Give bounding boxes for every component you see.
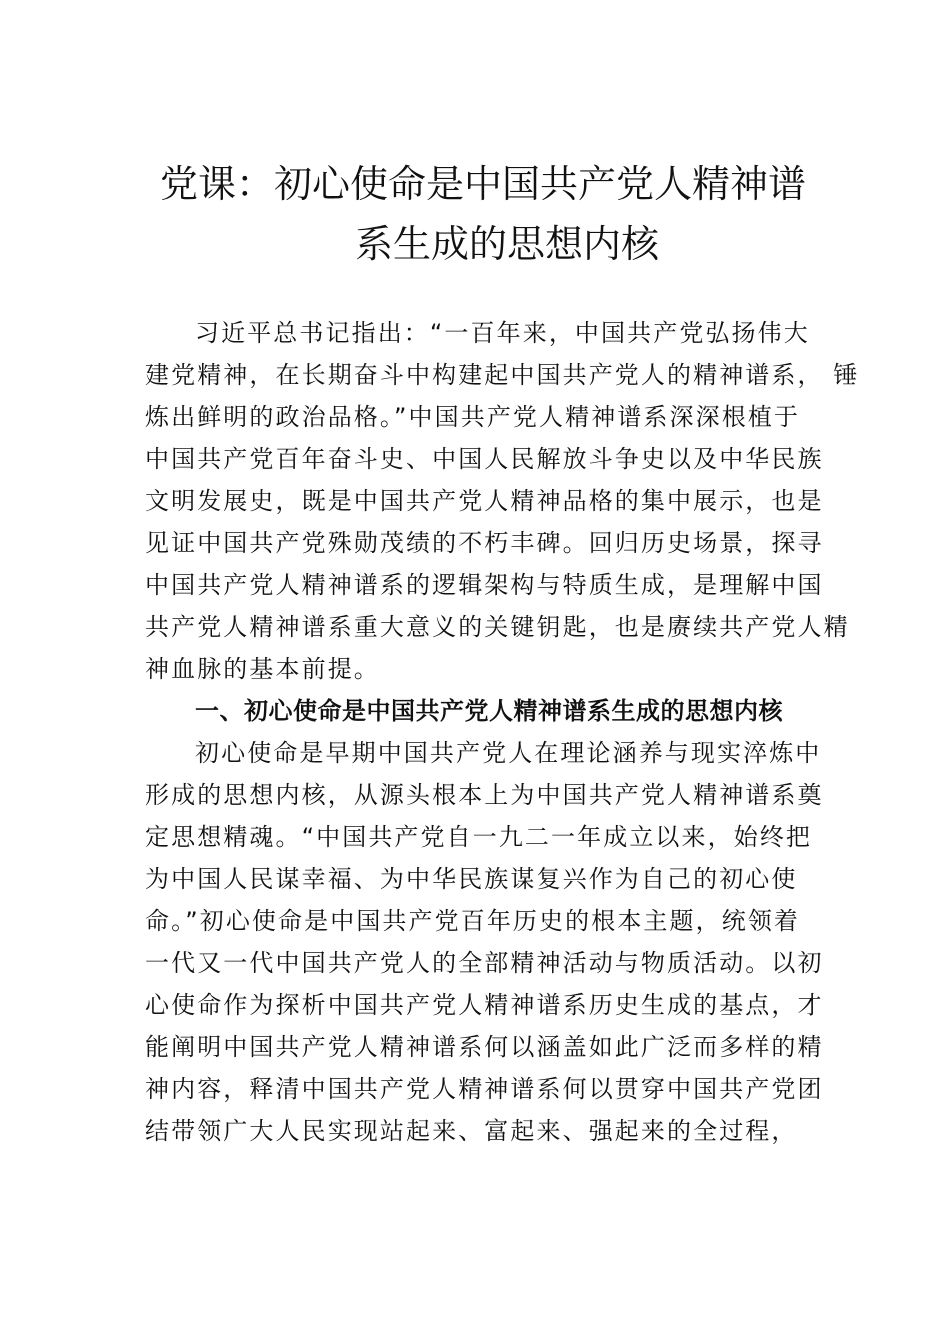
paragraph-2-line: 结带领广大人民实现站起来、富起来、强起来的全过程， xyxy=(145,1117,798,1145)
paragraph-1-line: 习近平总书记指出：“一百年来，中国共产党弘扬伟大 xyxy=(195,319,810,347)
paragraph-2-line: 为中国人民谋幸福、为中华民族谋复兴作为自己的初心使 xyxy=(145,865,798,893)
paragraph-2-line: 一代又一代中国共产党人的全部精神活动与物质活动。以初 xyxy=(145,949,824,977)
paragraph-1-line: 中国共产党百年奋斗史、中国人民解放斗争史以及中华民族 xyxy=(145,445,824,473)
paragraph-1-line: 建党精神，在长期奋斗中构建起中国共产党人的精神谱系， 锤 xyxy=(145,361,860,389)
paragraph-2-line: 定思想精魂。“中国共产党自一九二一年成立以来，始终把 xyxy=(145,823,813,851)
document-title-line-1: 党课：初心使命是中国共产党人精神谱 xyxy=(160,162,807,206)
paragraph-1-line: 见证中国共产党殊勋茂绩的不朽丰碑。回归历史场景，探寻 xyxy=(145,529,824,557)
paragraph-1-line: 神血脉的基本前提。 xyxy=(145,655,380,683)
paragraph-1-line: 文明发展史，既是中国共产党人精神品格的集中展示，也是 xyxy=(145,487,824,515)
paragraph-2-line: 形成的思想内核，从源头根本上为中国共产党人精神谱系奠 xyxy=(145,781,824,809)
section-1-heading: 一、初心使命是中国共产党人精神谱系生成的思想内核 xyxy=(195,697,783,725)
paragraph-2-line: 神内容，释清中国共产党人精神谱系何以贯穿中国共产党团 xyxy=(145,1075,824,1103)
paragraph-1-line: 炼出鲜明的政治品格。”中国共产党人精神谱系深深根植于 xyxy=(145,403,801,431)
paragraph-2-line: 心使命作为探析中国共产党人精神谱系历史生成的基点，才 xyxy=(145,991,824,1019)
paragraph-1-line: 共产党人精神谱系重大意义的关键钥匙，也是赓续共产党人精 xyxy=(145,613,850,641)
document-title-line-2: 系生成的思想内核 xyxy=(355,222,660,266)
paragraph-1-line: 中国共产党人精神谱系的逻辑架构与特质生成，是理解中国 xyxy=(145,571,824,599)
paragraph-2-line: 能阐明中国共产党人精神谱系何以涵盖如此广泛而多样的精 xyxy=(145,1033,824,1061)
paragraph-2-line: 命。”初心使命是中国共产党百年历史的根本主题，统领着 xyxy=(145,907,801,935)
paragraph-2-line: 初心使命是早期中国共产党人在理论涵养与现实淬炼中 xyxy=(195,739,822,767)
